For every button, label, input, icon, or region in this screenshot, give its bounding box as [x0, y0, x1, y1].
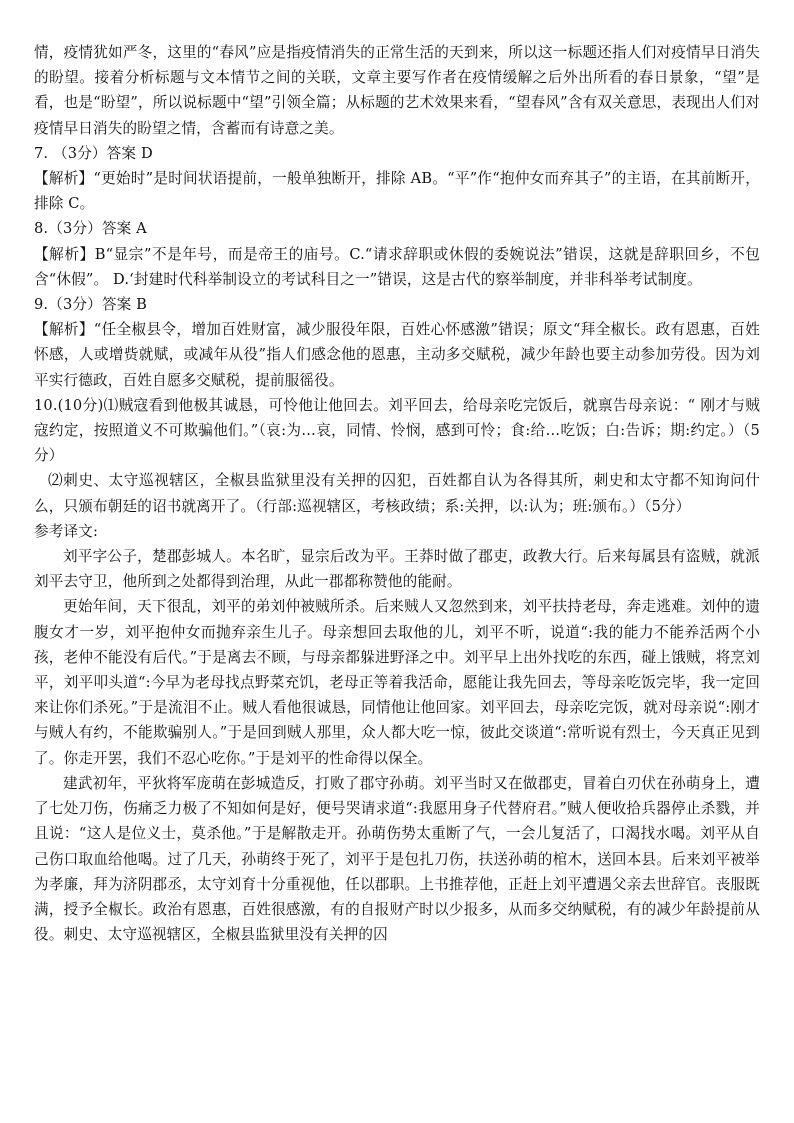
q9-explanation: 【解析】“任全椒县令，增加百姓财富，减少服役年限，百姓心怀感激”错误；原文“拜全椒长。政有恩惠，百姓怀感，人或增赀就赋，或减年从役”指人们感念他的恩惠，主动多交赋税，减少年龄也要主动参加劳役。因为刘平实行德政，百姓自愿多交赋税，提前服徭役。 — [34, 321, 760, 389]
intro-paragraph: 情，疫情犹如严冬，这里的“春风”应是指疫情消失的正常生活的天到来，所以这一标题还指人们对疫情早日消失的盼望。接着分析标题与文本情节之间的关联，文章主要写作者在疫情缓解之后外出所看的春日景象，“望”是看，也是“盼望”，所以说标题中“望”引领全篇；从标题的艺术效果来看，“望春风”含有双关意思，表现出人们对疫情早日消失的盼望之情，含蓄而有诗意之美。 — [34, 44, 760, 137]
translation-paragraph-3: 建武初年，平狄将军庞萌在彭城造反，打败了郡守孙萌。刘平当时又在做郡吏，冒着白刃伏在孙萌身上，遭了七处刀伤，伤痛乏力极了不知如何是好，便号哭请求道“:我愿用身子代替府君。”贼人便收拾兵器停止杀戮，并且说：“这人是位义士，莫杀他。”于是解散走开。孙萌伤势太重断了气，一会儿复活了，口渴找水喝。刘平从自己伤口取血给他喝。过了几天，孙萌终于死了，刘平于是包扎刀伤，扶送孙萌的棺木，送回本县。后来刘平被举为孝廉，拜为济阴郡丞，太守刘育十分重视他，任以郡职。上书推荐他，正赶上刘平遭遇父亲去世辞官。丧服既满，授予全椒长。政治有恩惠，百姓很感激，有的自报财产时以少报多，从而多交纳赋税，有的减少年龄提前从役。刺史、太守巡视辖区，全椒县监狱里没有关押的囚 — [34, 774, 760, 944]
translation-heading: 参考译文: — [34, 522, 99, 540]
q8-explanation: 【解析】B“显宗”不是年号，而是帝王的庙号。C.“请求辞职或休假的委婉说法”错误，这就是辞职回乡，不包含“休假”。 D.‘封建时代科举制设立的考试科目之一”错误，这是古代的察举制度，并非科举考试制度。 — [34, 245, 760, 288]
q10-part1: 10.(10分)⑴贼寇看到他极其诚恳，可怜他让他回去。刘平回去，给母亲吃完饭后，就禀告母亲说：“ 刚才与贼寇约定，按照道义不可欺骗他们。”（哀:为…哀，同情、怜悯，感到可怜；食:给…吃饭；白:告诉；期:约定。）（5分） — [34, 396, 760, 465]
translation-paragraph-1: 刘平字公子，楚郡彭城人。本名旷，显宗后改为平。王莽时做了郡吏，政教大行。后来每属县有盗贼，就派刘平去守卫，他所到之处都得到治理，从此一郡都称赞他的能耐。 — [34, 548, 760, 591]
q7-answer-heading: 7. （3分）答案 D — [34, 144, 153, 162]
q8-answer-heading: 8.（3分）答案 A — [34, 220, 147, 238]
q9-answer-heading: 9.（3分）答案 B — [34, 296, 148, 314]
q10-part2: ⑵刺史、太守巡视辖区，全椒县监狱里没有关押的囚犯，百姓都自认为各得其所，刺史和太守都不知询问什么，只颁布朝廷的诏书就离开了。（行部:巡视辖区，考核政绩；系:关押，以:认为；班:颁布。）（5分） — [34, 472, 760, 515]
translation-paragraph-2: 更始年间，天下很乱，刘平的弟刘仲被贼所杀。后来贼人又忽然到来，刘平扶持老母，奔走逃难。刘仲的遗腹女才一岁，刘平抱仲女而抛弃亲生儿子。母亲想回去取他的儿，刘平不听，说道“:我的能力不能养活两个小孩，老仲不能没有后代。”于是离去不顾，与母亲都躲进野泽之中。刘平早上出外找吃的东西，碰上饿贼，将烹刘平，刘平叩头道“:今早为老母找点野菜充饥，老母正等着我活命，愿能让我先回去，等母亲吃饭完毕，我一定回来让你们杀死。”于是流泪不止。贼人看他很诚恳，同情他让他回家。刘平回去，母亲吃完饭，就对母亲说“:刚才与贼人有约，不能欺骗别人。”于是回到贼人那里，众人都大吃一惊，彼此交谈道“:常听说有烈士，今天真正见到了。你走开罢，我们不忍心吃你。”于是刘平的性命得以保全。 — [34, 598, 760, 767]
q7-explanation: 【解析】“更始时”是时间状语提前，一般单独断开，排除 AB。“平”作“抱仲女而弃其子”的主语，在其前断开，排除 C。 — [34, 170, 760, 213]
